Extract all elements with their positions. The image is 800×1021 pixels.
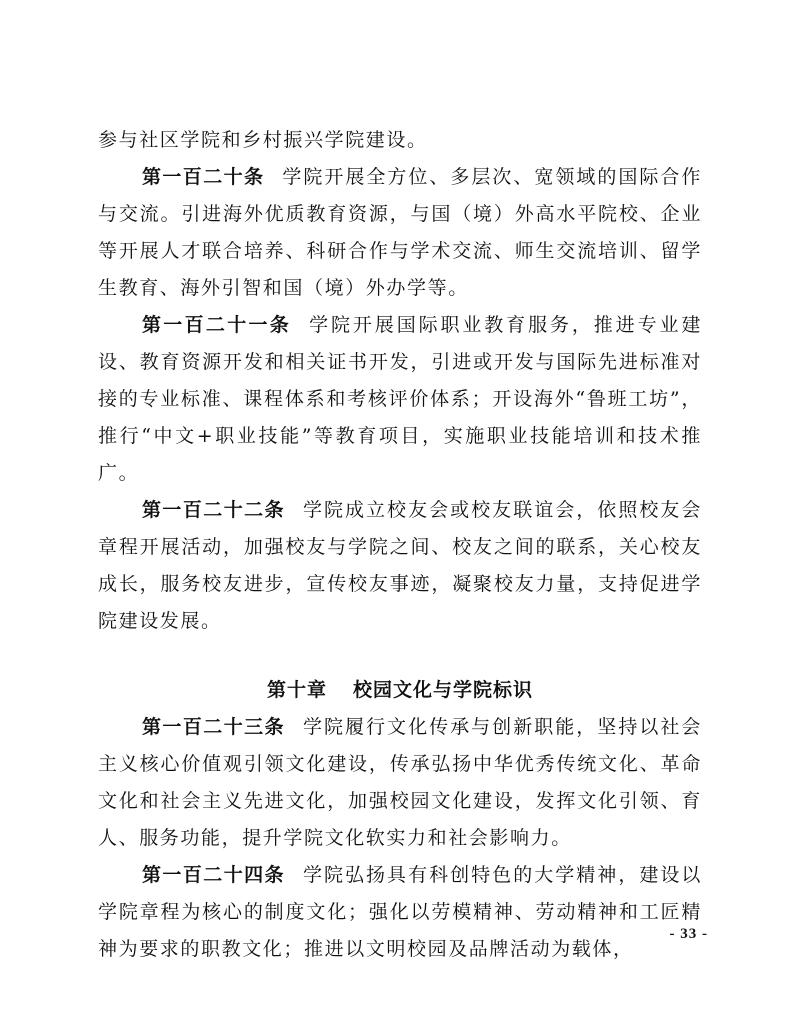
article-number: 第一百二十一条 [142,314,292,336]
article-124 [98,857,702,968]
chapter-heading [98,672,702,709]
page-body [98,122,702,968]
article-text: 学院履行文化传承与创新职能，坚持以社会主义核心价值观引领文化建设，传承弘扬中华优秀传统文化、革命文化和社会主义先进文化，加强校园文化建设，发挥文化引领、育人、服务功能，提升学院文化软实力和社会影响力。 [98,716,702,849]
article-122 [98,492,702,640]
chapter-number: 第十章 [266,679,327,701]
article-number: 第一百二十三条 [142,716,285,738]
article-number: 第一百二十四条 [142,864,285,886]
article-number: 第一百二十二条 [142,499,285,521]
chapter-title: 校园文化与学院标识 [353,679,534,701]
article-number: 第一百二十条 [142,166,265,188]
article-text: 学院成立校友会或校友联谊会，依照校友会章程开展活动，加强校友与学院之间、校友之间的联系，关心校友成长，服务校友进步，宣传校友事迹，凝聚校友力量，支持促进学院建设发展。 [98,499,702,632]
page-number: - 33 - [669,926,708,942]
article-text: 学院开展国际职业教育服务，推进专业建设、教育资源开发和相关证书开发，引进或开发与国际先进标准对接的专业标准、课程体系和考核评价体系；开设海外“鲁班工坊”，推行“中文+职业技能”等教育项目，实施职业技能培训和技术推广。 [98,314,702,484]
article-120 [98,159,702,307]
article-121 [98,307,702,492]
continued-paragraph: 参与社区学院和乡村振兴学院建设。 [98,129,428,151]
article-text: 学院开展全方位、多层次、宽领域的国际合作与交流。引进海外优质教育资源，与国（境）外高水平院校、企业等开展人才联合培养、科研合作与学术交流、师生交流培训、留学生教育、海外引智和国（境）外办学等。 [98,166,702,299]
article-123 [98,709,702,857]
article-text: 学院弘扬具有科创特色的大学精神，建设以学院章程为核心的制度文化；强化以劳模精神、劳动精神和工匠精神为要求的职教文化；推进以文明校园及品牌活动为载体， [98,864,702,960]
